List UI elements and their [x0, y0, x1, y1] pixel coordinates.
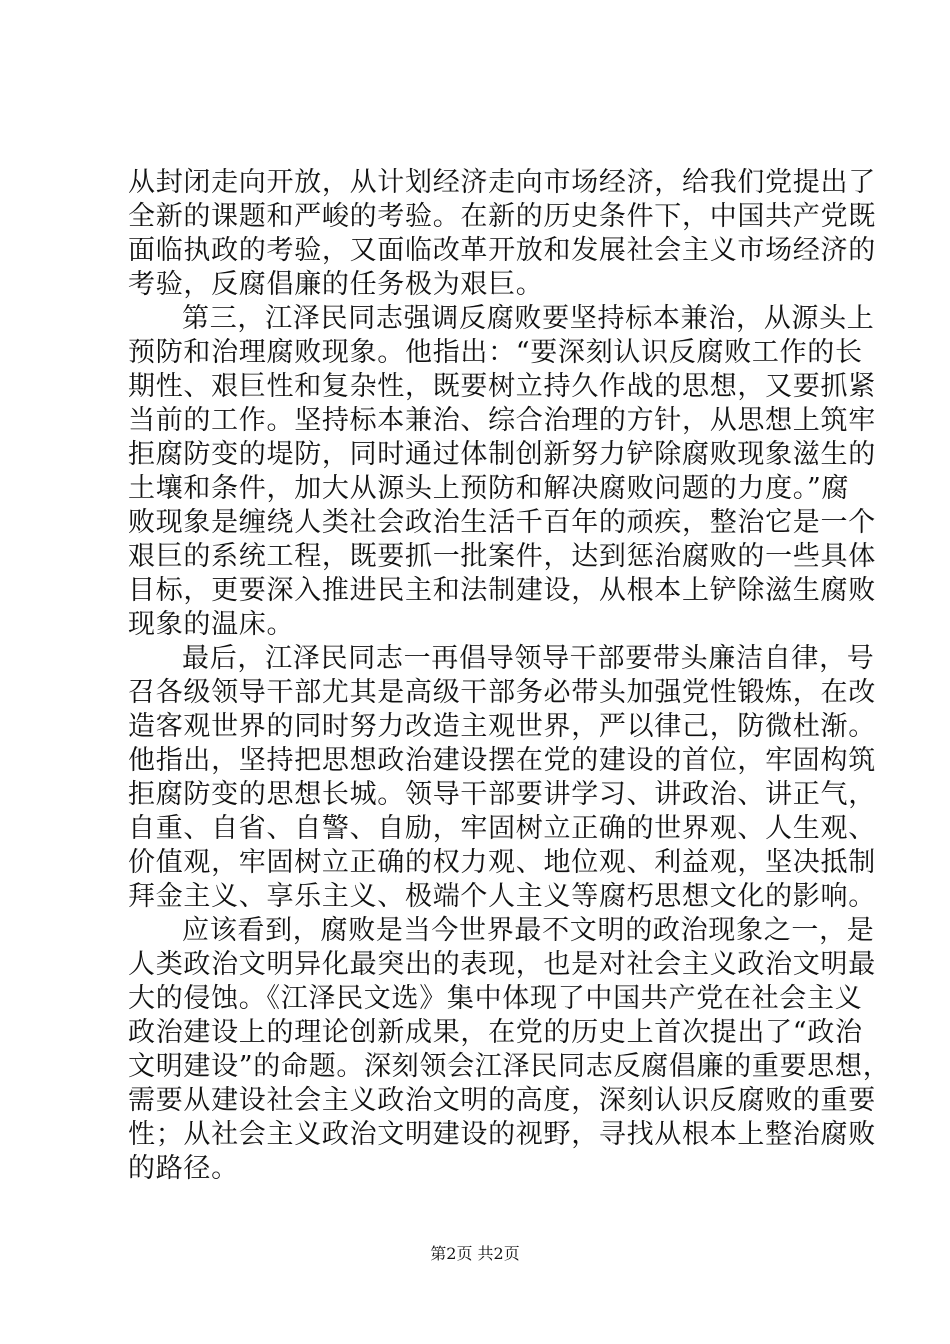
text-line: 目标，更要深入推进民主和法制建设，从根本上铲除滋生腐败 [128, 575, 876, 606]
paragraph-first-line: 第三，江泽民同志强调反腐败要坚持标本兼治，从源头上 [182, 303, 875, 334]
text-line: 期性、艰巨性和复杂性，既要树立持久作战的思想，又要抓紧 [128, 371, 876, 402]
text-line: 考验，反腐倡廉的任务极为艰巨。 [128, 269, 544, 300]
text-line: 大的侵蚀。《江泽民文选》集中体现了中国共产党在社会主义 [128, 983, 863, 1014]
text-line: 拒腐防变的思想长城。领导干部要讲学习、讲政治、讲正气， [128, 779, 876, 810]
paragraph-first-line: 最后，江泽民同志一再倡导领导干部要带头廉洁自律，号 [182, 643, 875, 674]
page-number-footer: 第2页 共2页 [430, 1244, 520, 1263]
text-line: 政治建设上的理论创新成果，在党的历史上首次提出了“政治 [128, 1017, 863, 1048]
text-line: 现象的温床。 [128, 609, 295, 640]
text-line: 价值观，牢固树立正确的权力观、地位观、利益观，坚决抵制 [128, 847, 876, 878]
text-line: 拜金主义、享乐主义、极端个人主义等腐朽思想文化的影响。 [128, 881, 876, 912]
text-line: 土壤和条件，加大从源头上预防和解决腐败问题的力度。”腐 [128, 473, 850, 504]
text-line: 当前的工作。坚持标本兼治、综合治理的方针，从思想上筑牢 [128, 405, 876, 436]
text-line: 文明建设”的命题。深刻领会江泽民同志反腐倡廉的重要思想， [128, 1051, 891, 1082]
text-line: 预防和治理腐败现象。他指出：“要深刻认识反腐败工作的长 [128, 337, 863, 368]
text-line: 需要从建设社会主义政治文明的高度，深刻认识反腐败的重要 [128, 1085, 876, 1116]
text-line: 的路径。 [128, 1153, 239, 1184]
text-line: 面临执政的考验，又面临改革开放和发展社会主义市场经济的 [128, 235, 876, 266]
text-line: 他指出，坚持把思想政治建设摆在党的建设的首位，牢固构筑 [128, 745, 876, 776]
text-line: 艰巨的系统工程，既要抓一批案件，达到惩治腐败的一些具体 [128, 541, 876, 572]
paragraph-first-line: 应该看到，腐败是当今世界最不文明的政治现象之一，是 [182, 915, 875, 946]
text-line: 拒腐防变的堤防，同时通过体制创新努力铲除腐败现象滋生的 [128, 439, 876, 470]
text-line: 人类政治文明异化最突出的表现，也是对社会主义政治文明最 [128, 949, 876, 980]
text-line: 召各级领导干部尤其是高级干部务必带头加强党性锻炼，在改 [128, 677, 876, 708]
text-line: 性；从社会主义政治文明建设的视野，寻找从根本上整治腐败 [128, 1119, 876, 1150]
document-body [128, 166, 891, 1186]
text-line: 全新的课题和严峻的考验。在新的历史条件下，中国共产党既 [128, 201, 876, 232]
text-line: 败现象是缠绕人类社会政治生活千百年的顽疾，整治它是一个 [128, 507, 876, 538]
text-line: 从封闭走向开放，从计划经济走向市场经济，给我们党提出了 [128, 167, 876, 198]
text-line: 造客观世界的同时努力改造主观世界，严以律己，防微杜渐。 [128, 711, 876, 742]
text-line: 自重、自省、自警、自励，牢固树立正确的世界观、人生观、 [128, 813, 876, 844]
